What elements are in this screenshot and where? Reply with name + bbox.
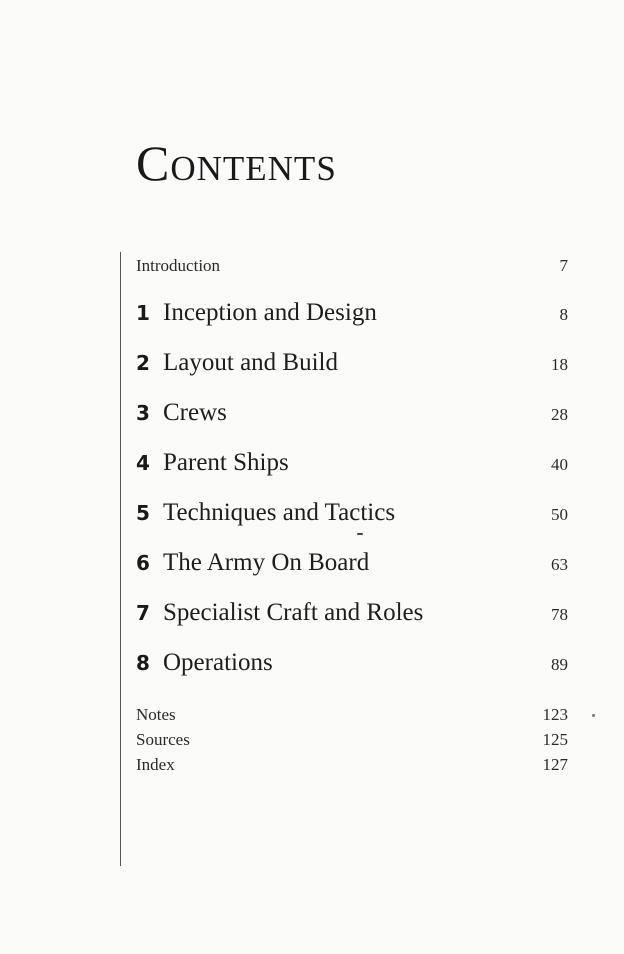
chapter-number: 3 [136, 401, 150, 425]
chapter-title: Operations [163, 649, 273, 676]
toc-chapter-4[interactable] [136, 448, 568, 478]
toc-entry-index[interactable] [136, 754, 568, 776]
chapter-number: 6 [136, 551, 150, 575]
chapter-number: 1 [136, 301, 150, 325]
chapter-page: 8 [559, 305, 568, 324]
toc-entry-label: Index [136, 755, 175, 774]
chapter-page: 18 [551, 355, 568, 374]
chapter-page: 89 [551, 655, 568, 674]
toc-entry-sources[interactable] [136, 729, 568, 751]
toc-entry-label: Sources [136, 730, 190, 749]
toc-entry-label: Introduction [136, 256, 221, 275]
toc-chapter-3[interactable] [136, 398, 568, 428]
toc-entry-page: 123 [542, 705, 568, 724]
chapter-title: Techniques and Tactics [163, 499, 396, 526]
toc-chapter-5[interactable] [136, 498, 568, 528]
toc-entry-page: 127 [542, 755, 568, 774]
toc-entry-notes[interactable] [136, 704, 568, 726]
page-title: Contents [136, 135, 337, 191]
chapter-page: 50 [551, 505, 568, 524]
chapter-title: The Army On Board [163, 549, 370, 576]
paper-speck [357, 533, 363, 535]
toc-chapter-1[interactable] [136, 298, 568, 328]
toc-chapter-2[interactable] [136, 348, 568, 378]
chapter-title: Parent Ships [163, 449, 289, 476]
chapter-number: 8 [136, 651, 150, 675]
toc-entry-page: 7 [559, 256, 568, 275]
chapter-page: 63 [551, 555, 568, 574]
vertical-rule [120, 252, 121, 866]
toc-chapter-8[interactable] [136, 648, 568, 678]
chapter-number: 4 [136, 451, 150, 475]
chapter-title: Layout and Build [163, 349, 338, 376]
chapter-number: 7 [136, 601, 150, 625]
chapter-title: Specialist Craft and Roles [163, 599, 424, 626]
chapter-page: 40 [551, 455, 568, 474]
chapter-page: 28 [551, 405, 568, 424]
paper-speck [592, 714, 595, 717]
chapter-page: 78 [551, 605, 568, 624]
toc-chapter-7[interactable] [136, 598, 568, 628]
toc-entry-introduction[interactable] [136, 255, 568, 277]
toc-entry-page: 125 [542, 730, 568, 749]
toc-entry-label: Notes [136, 705, 176, 724]
toc-chapter-6[interactable] [136, 548, 568, 578]
chapter-number: 2 [136, 351, 150, 375]
chapter-number: 5 [136, 501, 150, 525]
chapter-title: Crews [163, 399, 227, 426]
chapter-title: Inception and Design [163, 299, 377, 326]
